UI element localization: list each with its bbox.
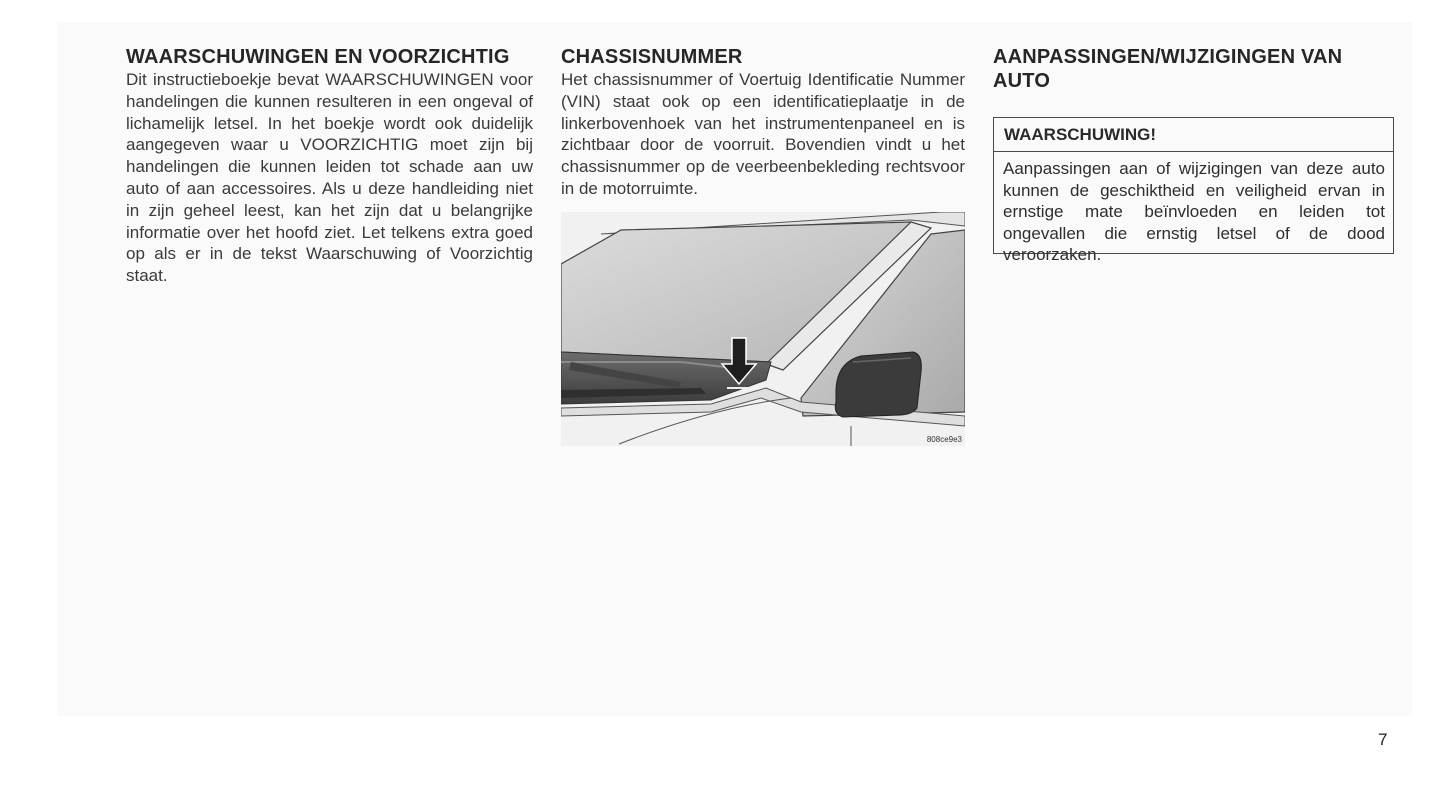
warning-body: Aanpassingen aan of wijzigingen van deze auto kunnen de geschiktheid en veiligheid ervan in ernstige mate beïnvloeden en leiden tot ongevallen die ernstig letsel of de dood veroorzaken. (1003, 159, 1385, 265)
chassis-heading: CHASSISNUMMER (561, 46, 743, 68)
modifications-heading: AANPASSINGEN/WIJZIGINGEN VAN AUTO (993, 46, 1343, 92)
warnings-section (126, 45, 533, 287)
warnings-heading: WAARSCHUWINGEN EN VOORZICHTIG (126, 46, 510, 68)
modifications-section (993, 45, 1398, 93)
chassis-body: Het chassisnummer of Voertuig Identificatie Nummer (VIN) staat ook op een identificatieplaatje in de linkerbovenhoek van het instrumentenpaneel en is zichtbaar door de voorruit. Bovendien vindt u het chassisnummer op de veerbeenbekleding rechtsvoor in de motorruimte. (561, 70, 965, 198)
warning-title: WAARSCHUWING! (1004, 125, 1157, 144)
page-number: 7 (1378, 730, 1388, 749)
illustration-code: 808ce9e3 (926, 435, 962, 444)
chassis-section (561, 45, 965, 200)
windshield-drawing (561, 212, 965, 446)
warning-divider (994, 151, 1393, 152)
vin-location-illustration (561, 212, 965, 446)
warnings-body: Dit instructieboekje bevat WAARSCHUWINGEN voor handelingen die kunnen resulteren in een ongeval of lichamelijk letsel. In het boekje wordt ook duidelijk aangegeven waar u VOORZICHTIG moet zijn bij handelingen die kunnen leiden tot schade aan uw auto of aan accessoires. Als u deze handleiding niet in zijn geheel leest, kan het zijn dat u belangrijke informatie over het hoofd ziet. Let telkens extra goed op als er in de tekst Waarschuwing of Voorzichtig staat. (126, 70, 533, 286)
warning-box (993, 117, 1394, 265)
